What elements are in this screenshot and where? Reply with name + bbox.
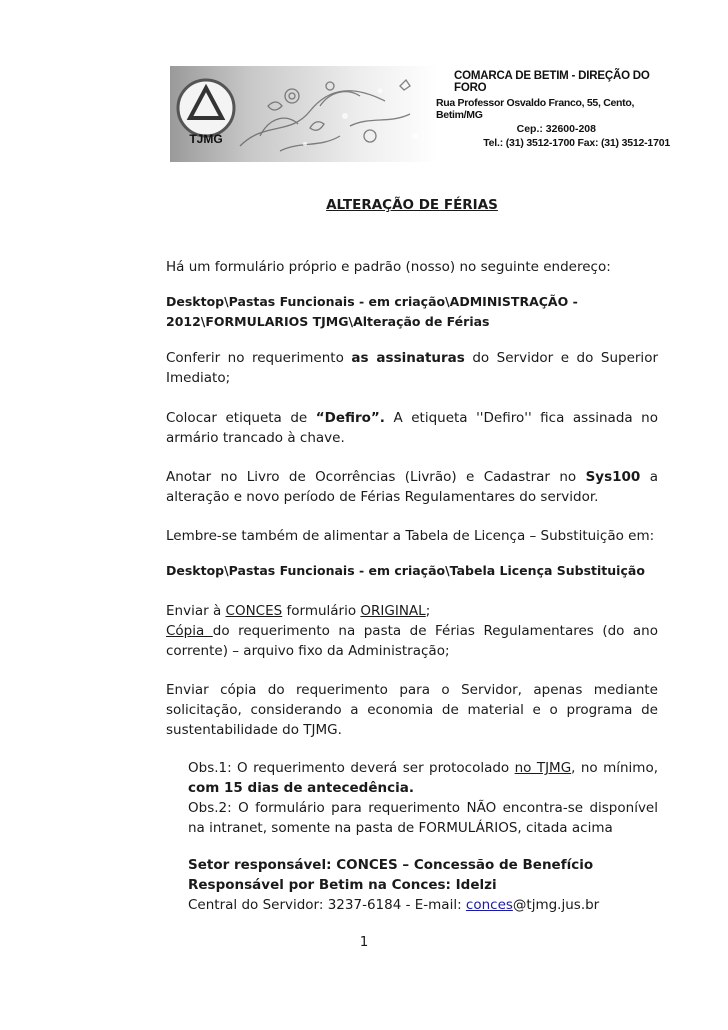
paragraph-send-conces — [166, 601, 658, 621]
underlined-text: no TJMG — [514, 760, 572, 776]
underlined-text: ORIGINAL — [360, 603, 426, 619]
text: do requerimento na pasta de Férias Regulamentares (do ano corrente) – arquivo fixo da Administração; — [166, 623, 658, 659]
paragraph-copy — [166, 621, 658, 661]
bold-text: com 15 dias de antecedência. — [188, 780, 414, 796]
bold-text: as assinaturas — [351, 350, 465, 366]
text: ; — [425, 603, 431, 619]
paragraph-intro: Há um formulário próprio e padrão (nosso) no seguinte endereço: — [166, 259, 611, 275]
email-link[interactable]: conces — [465, 897, 513, 913]
text: Conferir no requerimento — [166, 350, 352, 366]
path-table-location: Desktop\Pastas Funcionais - em criação\Tabela Licença Substituição — [166, 563, 645, 578]
text: @tjmg.jus.br — [512, 897, 600, 913]
text: Central do Servidor: 3237-6184 - E-mail: — [188, 897, 466, 913]
underlined-text: Cópia — [166, 623, 213, 639]
paragraph-send-copy: Enviar cópia do requerimento para o Servidor, apenas mediante solicitação, considerando a economia de material e o programa de sustentabilidade do TJMG. — [166, 682, 658, 738]
text: A etiqueta ''Defiro'' fica assinada no armário trancado à chave. — [166, 410, 659, 446]
text: formulário — [282, 603, 361, 619]
responsible-sector: Setor responsável: CONCES – Concessão de Benefício — [188, 857, 594, 873]
document-title: ALTERAÇÃO DE FÉRIAS — [326, 197, 498, 213]
text: a alteração e novo período de Férias Regulamentares do servidor. — [166, 469, 658, 505]
paragraph-label — [166, 408, 658, 448]
text: Anotar no Livro de Ocorrências (Livrão) e Cadastrar no — [166, 469, 586, 485]
text: Obs.1: O requerimento deverá ser protocolado — [188, 760, 515, 776]
text: , no mínimo, — [571, 760, 658, 776]
observation-1 — [188, 758, 658, 798]
seal-label: TJMG — [189, 132, 223, 146]
court-name: COMARCA DE BETIM - DIREÇÃO DO FORO — [454, 70, 650, 94]
text: Enviar à — [166, 603, 226, 619]
observation-2: Obs.2: O formulário para requerimento NÃO encontra-se disponível na intranet, somente na pasta de FORMULÁRIOS, citada acima — [188, 800, 658, 836]
contact-line — [188, 895, 658, 915]
path-line-1: Desktop\Pastas Funcionais - em criação\ADMINISTRAÇÃO - — [166, 294, 578, 309]
bold-text: “Defiro”. — [315, 410, 385, 426]
path-line-2: 2012\FORMULARIOS TJMG\Alteração de Férias — [166, 314, 490, 329]
bold-text: Sys100 — [585, 469, 641, 485]
floral-ornament — [170, 66, 438, 162]
contact-block — [188, 855, 658, 915]
text: do Servidor e do Superior Imediato; — [166, 350, 658, 386]
paragraph-register — [166, 467, 658, 507]
court-zip: Cep.: 32600-208 — [516, 123, 596, 135]
underlined-text: CONCES — [225, 603, 283, 619]
page-number: 1 — [359, 934, 369, 950]
court-info — [432, 70, 670, 149]
responsible-person: Responsável por Betim na Conces: Idelzi — [188, 877, 497, 893]
letterhead — [170, 66, 670, 162]
paragraph-signatures — [166, 348, 658, 388]
text: Colocar etiqueta de — [166, 410, 316, 426]
court-address: Rua Professor Osvaldo Franco, 55, Cento, Betim/MG — [436, 97, 635, 121]
paragraph-table-reminder: Lembre-se também de alimentar a Tabela de Licença – Substituição em: — [166, 528, 655, 544]
path-form-location — [166, 292, 658, 332]
tjmg-seal-icon — [176, 76, 236, 150]
court-phones: Tel.: (31) 3512-1700 Fax: (31) 3512-1701 — [483, 137, 670, 149]
